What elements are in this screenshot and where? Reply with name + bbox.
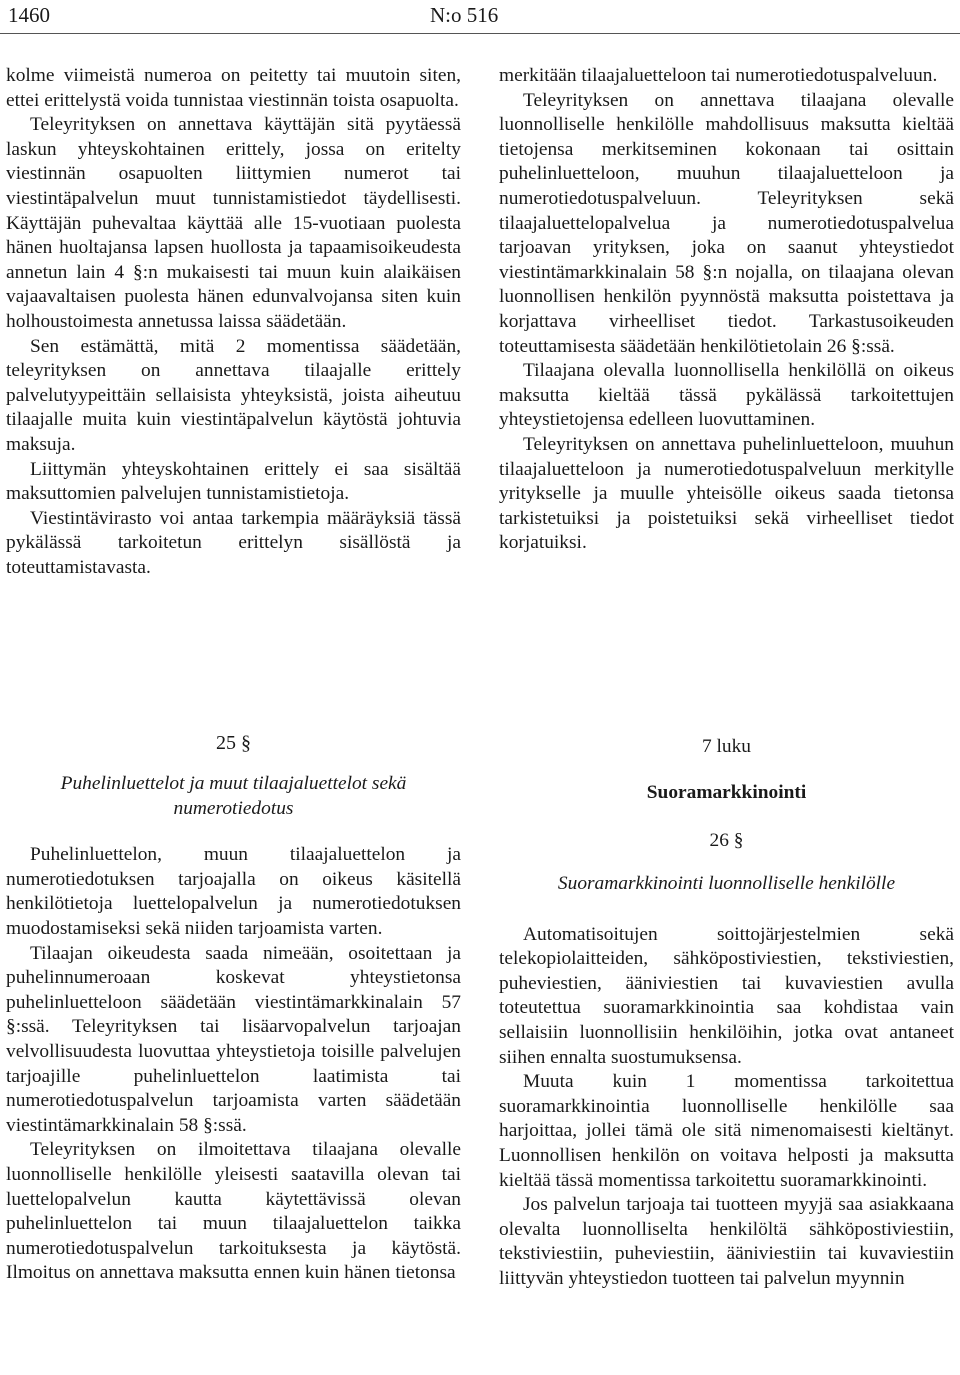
chapter-number: 7 luku <box>701 736 752 757</box>
left-column-top <box>6 64 461 580</box>
paragraph: Viestintävirasto voi antaa tarkempia määräyksiä tässä pykälässä tarkoitetun erittelyn sisällöstä ja toteuttamistavasta. <box>6 507 461 578</box>
paragraph: Teleyrityksen on annettava puhelinluetteloon, muuhun tilaajaluetteloon ja numerotiedotuspalveluun merkitylle yritykselle ja muulle yhteisölle oikeus saada tietonsa tarkistetuiksi ja poistetuiksi sekä virheelliset tiedot korjatuiksi. <box>499 433 954 554</box>
paragraph: Automatisoitujen soittojärjestelmien sekä telekopiolaitteiden, sähköpostiviestien, tekstiviestien, puheviestien, ääniviestien tai kuvaviestien avulla toteutettua suoramarkkinointia saa kohdistaa vain sellaisiin luonnollisiin henkilöihin, jotka ovat antaneet siihen ennalta suostumuksensa. <box>499 923 954 1068</box>
paragraph: Tilaajan oikeudesta saada nimeään, osoitettaan ja puhelinnumeroaan koskevat yhteystietonsa puhelinluetteloon säädetään viestintämarkkinalain 57 §:ssä. Teleyrityksen tai lisäarvopalvelun tarjoajan velvollisuudesta luovuttaa yhteystietoja toisille palvelujen tarjoajille puhelinluettelon laatimista tai numerotiedotuspalvelun tarjoamista varten säädetään viestintämarkkinalain 58 §:ssä. <box>6 942 461 1136</box>
header-rule <box>0 33 960 34</box>
paragraph: Teleyrityksen on ilmoitettava tilaajana olevalle luonnolliselle henkilölle yleisesti saatavilla olevan tai luettelopalvelun kautta käytettävissä olevan puhelinluettelon tai muun tilaajaluettelon taikka numerotiedotuspalvelun tarkoituksesta ja käytöstä. Ilmoitus on annettava maksutta ennen kuin hänen tietonsa <box>6 1139 461 1284</box>
paragraph: merkitään tilaajaluetteloon tai numerotiedotuspalveluun. <box>499 65 938 86</box>
paragraph: Tilaajana olevalla luonnollisella henkilöllä on oikeus maksutta kieltää tässä pykälässä tarkoitettujen yhteystietojensa edelleen luovuttaminen. <box>499 360 954 431</box>
paragraph: Sen estämättä, mitä 2 momentissa säädetään, teleyrityksen on annettava tilaajalle erittely palvelutyypeittäin sellaisista yhteyksistä, joista aiheutuu tilaajalle muita kuin viestintäpalvelun käytöstä johtuvia maksuja. <box>6 335 461 455</box>
paragraph: Teleyrityksen on annettava käyttäjän sitä pyytäessä laskun yhteyskohtainen erittely, jossa on eritelty viestinnän osapuolten liittymien numerot tai viestintäpalvelun muut tunnistamistiedot täydellisesti. Käyttäjän puhevaltaa käyttää alle 15-vuotiaan puolesta hänen huoltajansa lapsen huollosta ja tapaamisoikeudesta annetun lain 4 §:n mukaisesti tai muun kuin alaikäisen vajaavaltaisen puolesta hänen edunvalvojansa siten kuin holhoustoimesta annetussa laissa säädetään. <box>6 114 461 332</box>
paragraph: kolme viimeistä numeroa on peitetty tai muutoin siten, ettei erittelystä voida tunnistaa viestinnän toista osapuolta. <box>6 65 461 111</box>
paragraph: Teleyrityksen on annettava tilaajana olevalle luonnolliselle henkilölle mahdollisuus maksutta kieltää tietojensa merkitseminen kokonaan tai osittain puhelinluetteloon, muuhun tilaajaluetteloon ja numerotiedotuspalveluun. Teleyrityksen sekä tilaajaluettelopalvelua ja numerotiedotuspalvelua tarjoavan yrityksen, joka on saanut yhteystiedot viestintämarkkinalain 58 §:n nojalla, on tilaajana olevan luonnollisen henkilön pyynnöstä maksutta poistettava ja korjattava virheelliset tiedot. Tarkastusoikeuden toteuttamisesta säädetään henkilötietolain 26 §:ssä. <box>499 89 954 357</box>
section-heading: Suoramarkkinointi luonnolliselle henkilölle <box>557 873 896 894</box>
document-number: N:o 516 <box>430 3 499 27</box>
paragraph: Puhelinluettelon, muun tilaajaluettelon ja numerotiedotuksen tarjoajalla on oikeus käsitellä henkilötietoja luettelopalvelun ja numerotiedotuksen muodostamiseksi sekä niiden tarjoamista varten. <box>6 844 461 939</box>
paragraph: Liittymän yhteyskohtainen erittely ei saa sisältää maksuttomien palvelujen tunnistamistietoja. <box>6 458 461 505</box>
section-heading: Puhelinluettelot ja muut tilaajaluettelot sekä numerotiedotus <box>60 773 407 819</box>
page-header <box>0 0 960 34</box>
paragraph: Jos palvelun tarjoaja tai tuotteen myyjä saa asiakkaana olevalta luonnolliselta henkilöltä sähköpostiviestiin, tekstiviestiin, puheviestiin, ääniviestiin tai kuvaviestiin liittyvän yhteystiedon tuotteen tai palvelun myynnin <box>499 1194 954 1289</box>
paragraph: Muuta kuin 1 momentissa tarkoitettua suoramarkkinointia luonnolliselle henkilölle saa harjoittaa, jollei tämä ole sitä nimenomaisesti kieltänyt. Luonnollisen henkilön on voitava helposti ja maksutta kieltää tässä momentissa tarkoitettu suoramarkkinointi. <box>499 1071 954 1191</box>
left-column-bottom <box>6 726 461 1286</box>
section-number: 25 § <box>216 732 251 754</box>
chapter-title: Suoramarkkinointi <box>646 782 807 803</box>
section-number: 26 § <box>709 830 744 851</box>
right-column-top <box>499 64 954 556</box>
page-number: 1460 <box>8 3 50 27</box>
right-column-bottom <box>499 734 954 1292</box>
